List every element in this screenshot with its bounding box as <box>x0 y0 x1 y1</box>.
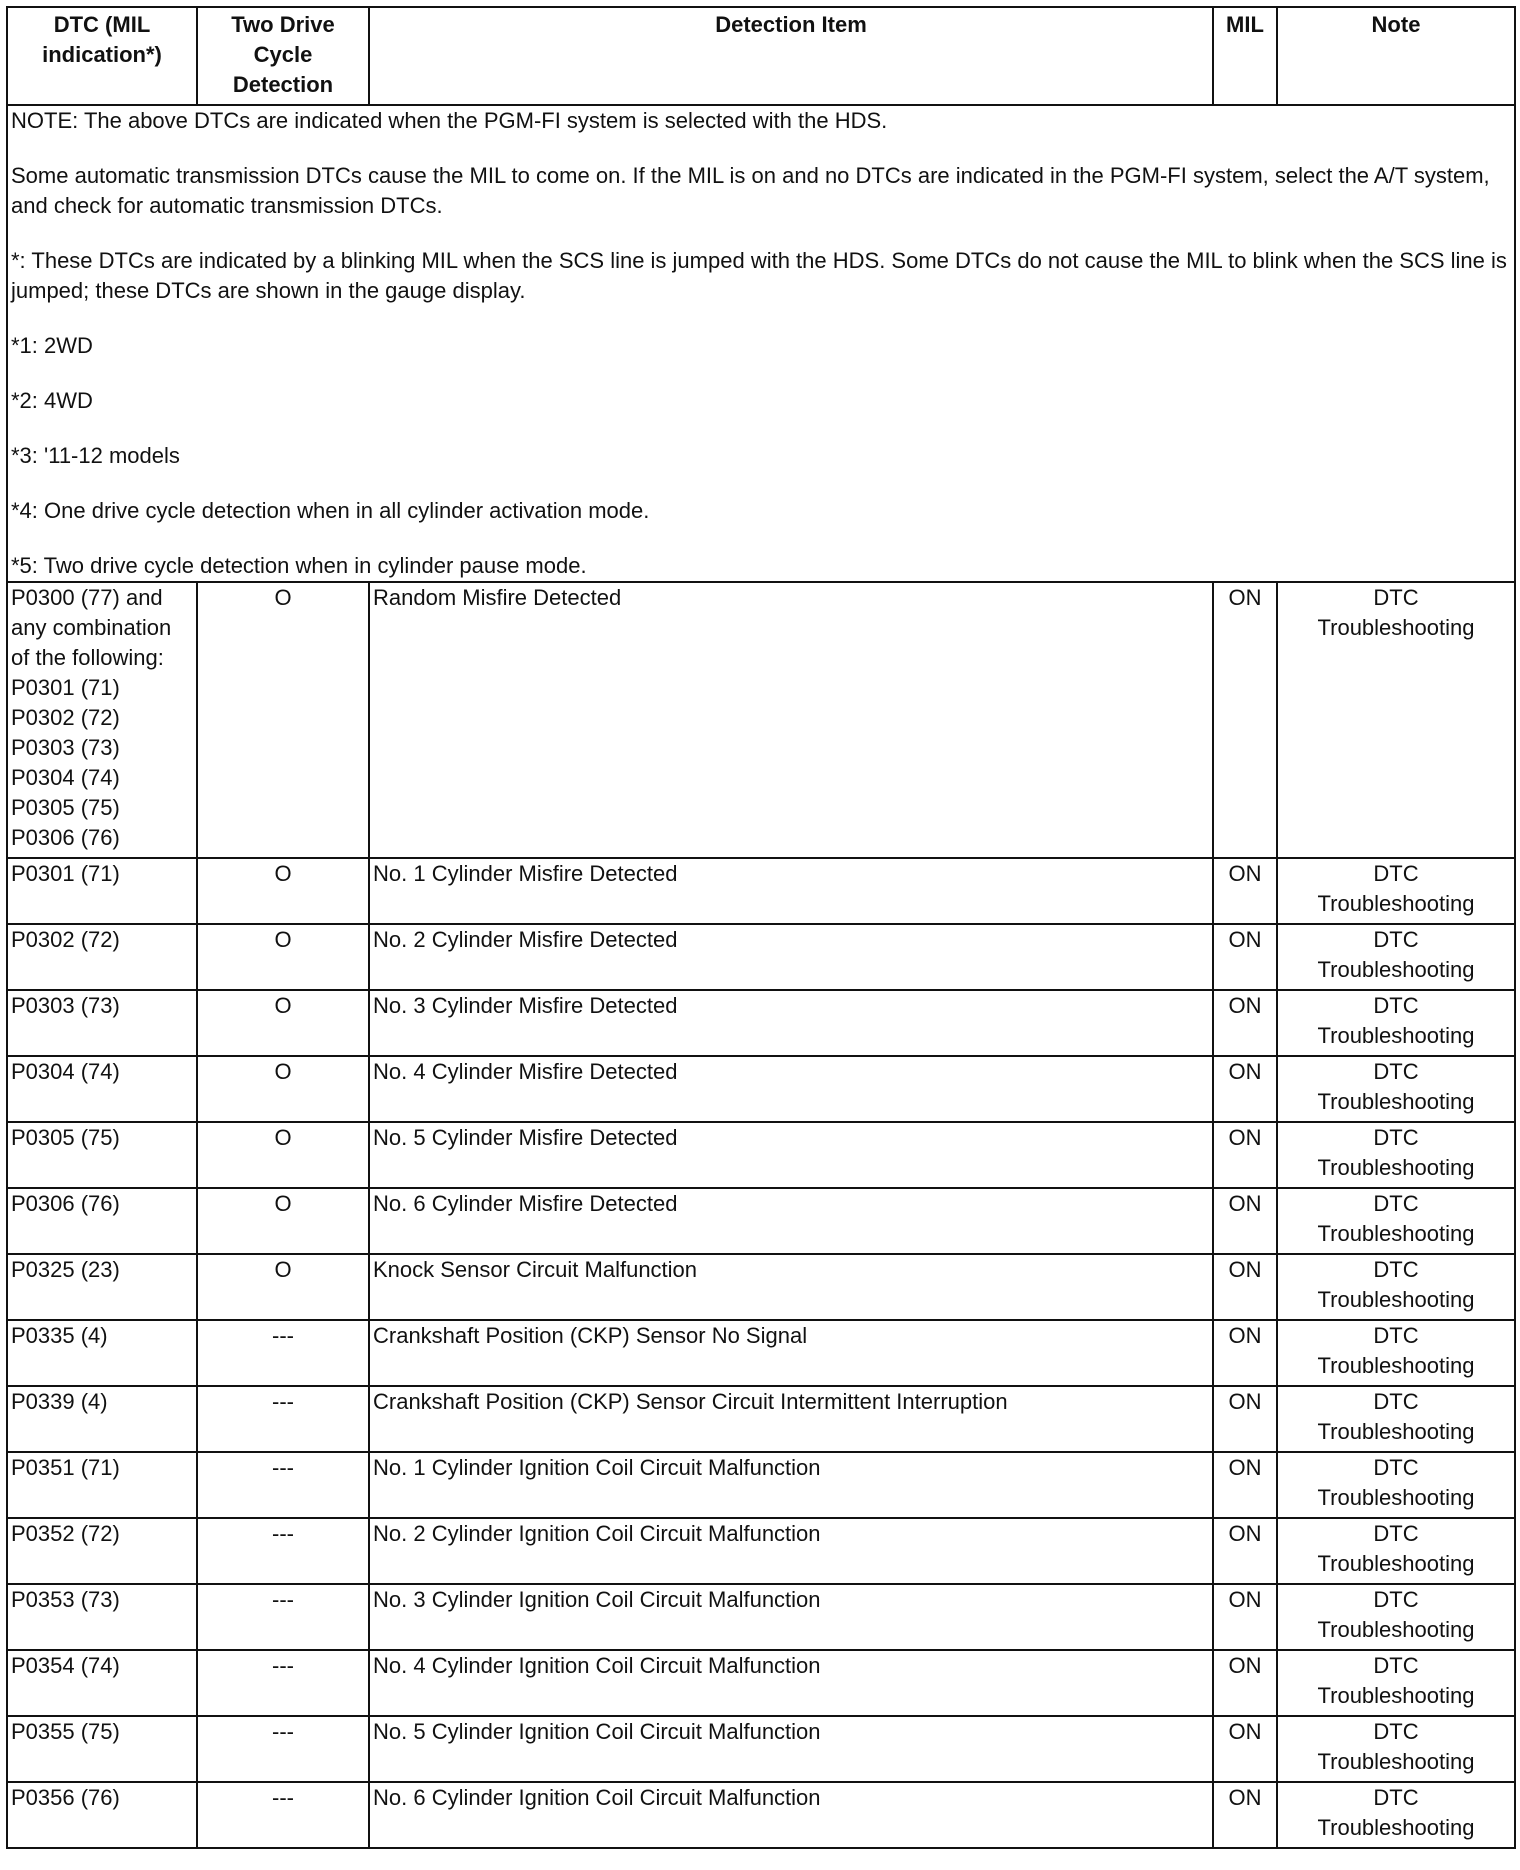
mil-status: ON <box>1213 1386 1277 1452</box>
dtc-code: P0301 (71) <box>7 858 197 924</box>
note-value: DTC Troubleshooting <box>1277 924 1515 990</box>
header-row <box>7 7 1515 105</box>
table-row <box>7 1518 1515 1584</box>
detection-item: No. 1 Cylinder Ignition Coil Circuit Malfunction <box>369 1452 1213 1518</box>
table-row <box>7 1056 1515 1122</box>
detection-item: No. 5 Cylinder Misfire Detected <box>369 1122 1213 1188</box>
dtc-code: P0352 (72) <box>7 1518 197 1584</box>
dtc-code: P0300 (77) and any combination of the following: P0301 (71) P0302 (72) P0303 (73) P0304 (74) P0305 (75) P0306 (76) <box>7 582 197 858</box>
dtc-code: P0335 (4) <box>7 1320 197 1386</box>
mil-status: ON <box>1213 1122 1277 1188</box>
two-drive-cycle-value: O <box>197 924 369 990</box>
table-row <box>7 1320 1515 1386</box>
two-drive-cycle-value: --- <box>197 1386 369 1452</box>
mil-status: ON <box>1213 1056 1277 1122</box>
note-footnote-4: *4: One drive cycle detection when in all cylinder activation mode. <box>11 498 650 523</box>
table-row <box>7 582 1515 858</box>
note-footnote-2: *2: 4WD <box>11 388 93 413</box>
dtc-code: P0302 (72) <box>7 924 197 990</box>
detection-item: Crankshaft Position (CKP) Sensor No Signal <box>369 1320 1213 1386</box>
header-dtc: DTC (MIL indication*) <box>7 7 197 105</box>
note-footnote-5: *5: Two drive cycle detection when in cylinder pause mode. <box>11 553 587 578</box>
note-value: DTC Troubleshooting <box>1277 1056 1515 1122</box>
table-row <box>7 1452 1515 1518</box>
mil-status: ON <box>1213 1518 1277 1584</box>
dtc-code: P0306 (76) <box>7 1188 197 1254</box>
note-value: DTC Troubleshooting <box>1277 1320 1515 1386</box>
detection-item: No. 2 Cylinder Ignition Coil Circuit Malfunction <box>369 1518 1213 1584</box>
mil-status: ON <box>1213 582 1277 858</box>
note-footnote-1: *1: 2WD <box>11 333 93 358</box>
two-drive-cycle-value: --- <box>197 1584 369 1650</box>
mil-status: ON <box>1213 858 1277 924</box>
header-mil: MIL <box>1213 7 1277 105</box>
dtc-code: P0305 (75) <box>7 1122 197 1188</box>
table-row <box>7 924 1515 990</box>
table-row <box>7 1254 1515 1320</box>
note-value: DTC Troubleshooting <box>1277 1650 1515 1716</box>
note-value: DTC Troubleshooting <box>1277 1782 1515 1848</box>
table-row <box>7 1188 1515 1254</box>
detection-item: No. 3 Cylinder Misfire Detected <box>369 990 1213 1056</box>
mil-status: ON <box>1213 924 1277 990</box>
mil-status: ON <box>1213 1320 1277 1386</box>
two-drive-cycle-value: --- <box>197 1716 369 1782</box>
note-value: DTC Troubleshooting <box>1277 1452 1515 1518</box>
dtc-code: P0354 (74) <box>7 1650 197 1716</box>
two-drive-cycle-value: O <box>197 1188 369 1254</box>
dtc-code: P0303 (73) <box>7 990 197 1056</box>
note-value: DTC Troubleshooting <box>1277 858 1515 924</box>
table-row <box>7 1782 1515 1848</box>
two-drive-cycle-value: --- <box>197 1650 369 1716</box>
dtc-code: P0339 (4) <box>7 1386 197 1452</box>
note-value: DTC Troubleshooting <box>1277 1188 1515 1254</box>
mil-status: ON <box>1213 1254 1277 1320</box>
mil-status: ON <box>1213 1188 1277 1254</box>
note-footnote-3: *3: '11-12 models <box>11 443 180 468</box>
note-value: DTC Troubleshooting <box>1277 582 1515 858</box>
dtc-code: P0353 (73) <box>7 1584 197 1650</box>
detection-item: No. 3 Cylinder Ignition Coil Circuit Malfunction <box>369 1584 1213 1650</box>
two-drive-cycle-value: O <box>197 1254 369 1320</box>
dtc-code: P0304 (74) <box>7 1056 197 1122</box>
table-row <box>7 1716 1515 1782</box>
note-value: DTC Troubleshooting <box>1277 1716 1515 1782</box>
table-row <box>7 1122 1515 1188</box>
dtc-code: P0356 (76) <box>7 1782 197 1848</box>
note-value: DTC Troubleshooting <box>1277 1254 1515 1320</box>
note-automatic-transmission: Some automatic transmission DTCs cause the MIL to come on. If the MIL is on and no DTCs are indicated in the PGM-FI system, select the A/T system, and check for automatic transmission DTCs. <box>11 163 1490 218</box>
two-drive-cycle-value: O <box>197 582 369 858</box>
detection-item: No. 2 Cylinder Misfire Detected <box>369 924 1213 990</box>
note-value: DTC Troubleshooting <box>1277 1122 1515 1188</box>
detection-item: No. 4 Cylinder Misfire Detected <box>369 1056 1213 1122</box>
detection-item: No. 6 Cylinder Ignition Coil Circuit Malfunction <box>369 1782 1213 1848</box>
mil-status: ON <box>1213 990 1277 1056</box>
table-row <box>7 1386 1515 1452</box>
two-drive-cycle-value: --- <box>197 1452 369 1518</box>
detection-item: Knock Sensor Circuit Malfunction <box>369 1254 1213 1320</box>
note-value: DTC Troubleshooting <box>1277 1386 1515 1452</box>
mil-status: ON <box>1213 1584 1277 1650</box>
two-drive-cycle-value: O <box>197 858 369 924</box>
dtc-document <box>6 6 1514 1849</box>
note-value: DTC Troubleshooting <box>1277 990 1515 1056</box>
two-drive-cycle-value: --- <box>197 1320 369 1386</box>
dtc-code: P0325 (23) <box>7 1254 197 1320</box>
note-value: DTC Troubleshooting <box>1277 1518 1515 1584</box>
two-drive-cycle-value: O <box>197 1056 369 1122</box>
notes-cell <box>7 105 1515 582</box>
detection-item: No. 4 Cylinder Ignition Coil Circuit Malfunction <box>369 1650 1213 1716</box>
mil-status: ON <box>1213 1452 1277 1518</box>
detection-item: Random Misfire Detected <box>369 582 1213 858</box>
two-drive-cycle-value: O <box>197 990 369 1056</box>
two-drive-cycle-value: O <box>197 1122 369 1188</box>
detection-item: Crankshaft Position (CKP) Sensor Circuit Intermittent Interruption <box>369 1386 1213 1452</box>
detection-item: No. 6 Cylinder Misfire Detected <box>369 1188 1213 1254</box>
note-hds: NOTE: The above DTCs are indicated when the PGM-FI system is selected with the HDS. <box>11 108 888 133</box>
dtc-table <box>6 6 1516 1849</box>
notes-row <box>7 105 1515 582</box>
table-row <box>7 1650 1515 1716</box>
two-drive-cycle-value: --- <box>197 1782 369 1848</box>
dtc-code: P0351 (71) <box>7 1452 197 1518</box>
table-row <box>7 1584 1515 1650</box>
mil-status: ON <box>1213 1782 1277 1848</box>
mil-status: ON <box>1213 1716 1277 1782</box>
two-drive-cycle-value: --- <box>197 1518 369 1584</box>
note-value: DTC Troubleshooting <box>1277 1584 1515 1650</box>
table-row <box>7 858 1515 924</box>
dtc-code: P0355 (75) <box>7 1716 197 1782</box>
detection-item: No. 1 Cylinder Misfire Detected <box>369 858 1213 924</box>
table-row <box>7 990 1515 1056</box>
header-two-drive-cycle: Two Drive Cycle Detection <box>197 7 369 105</box>
detection-item: No. 5 Cylinder Ignition Coil Circuit Malfunction <box>369 1716 1213 1782</box>
header-detection-item: Detection Item <box>369 7 1213 105</box>
header-note: Note <box>1277 7 1515 105</box>
mil-status: ON <box>1213 1650 1277 1716</box>
note-blinking-mil: *: These DTCs are indicated by a blinking MIL when the SCS line is jumped with the HDS. Some DTCs do not cause the MIL to blink when the SCS line is jumped; these DTCs are shown in the gauge display. <box>11 248 1507 303</box>
